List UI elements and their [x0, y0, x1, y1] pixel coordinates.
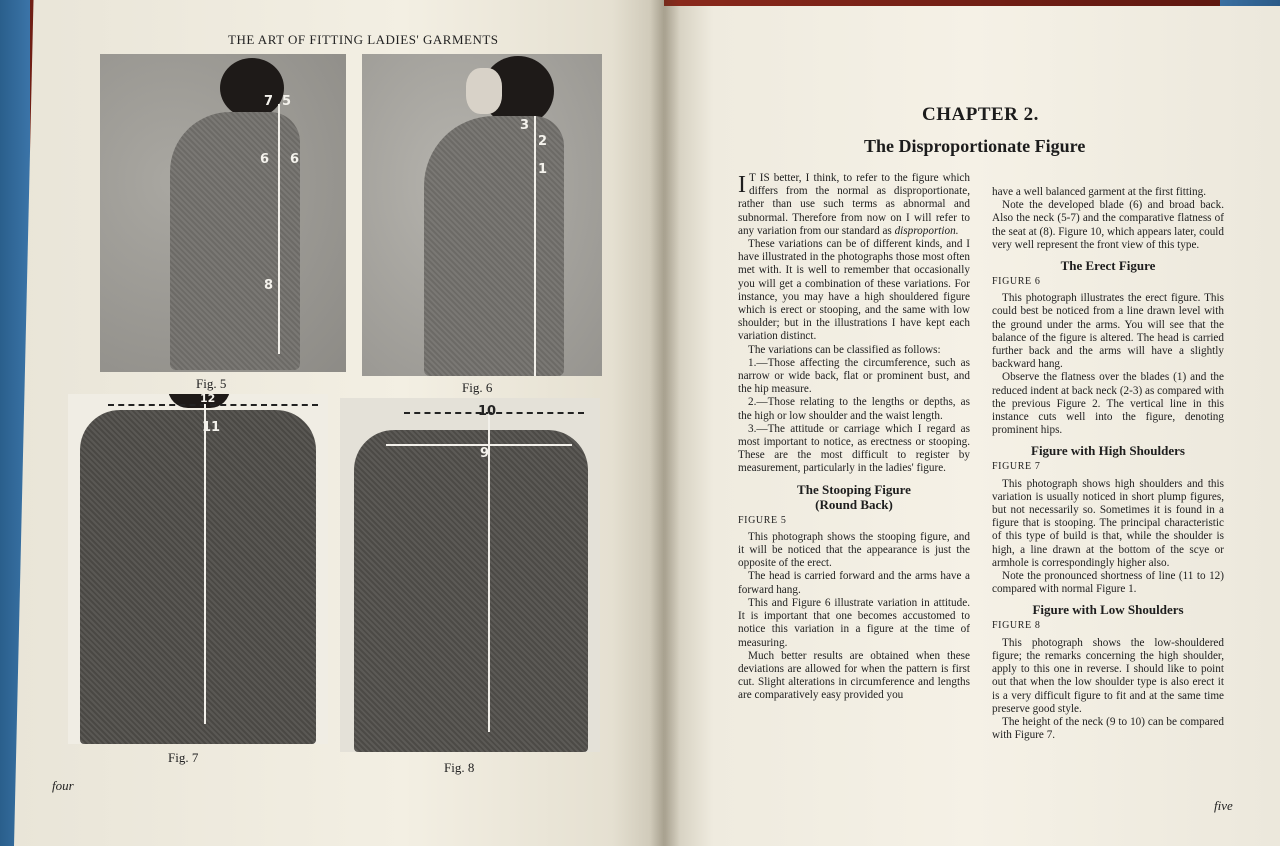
mark-2: 2	[538, 134, 548, 149]
left-folio: four	[52, 778, 74, 793]
mark-5: 5	[282, 94, 292, 109]
mark-12: 12	[200, 394, 216, 405]
paragraph: 2.—Those relating to the lengths or depths, as the high or low shoulder and the waist length.	[738, 396, 970, 422]
paragraph: This photograph illustrates the erect figure. This could best be noticed from a line drawn level with the ground under the arms. You will see that the balance of the figure is altered. The head is carried further back and the arms will have a slightly backward hang.	[992, 292, 1224, 371]
mark-6a: 6	[260, 152, 270, 167]
chapter-heading: CHAPTER 2.	[922, 104, 1039, 125]
section-heading: The Erect Figure	[1060, 258, 1156, 274]
figure-7-photo	[68, 394, 328, 744]
jacket	[354, 430, 588, 752]
mark-3: 3	[520, 118, 530, 133]
paragraph: This photograph shows the stooping figure, and it will be noticed that the appearance is just the opposite of the erect.	[738, 530, 970, 570]
figure-label: FIGURE 6	[992, 276, 1041, 288]
mark-8: 8	[264, 278, 274, 293]
right-folio: five	[1214, 798, 1233, 813]
figure-label: FIGURE 7	[992, 461, 1041, 473]
figure-8-caption: Fig. 8	[444, 760, 475, 775]
dropcap: I	[738, 172, 746, 198]
mark-9: 9	[480, 446, 490, 461]
paragraph: The height of the neck (9 to 10) can be compared with Figure 7.	[992, 715, 1224, 742]
figure-5-photo	[100, 54, 346, 372]
intro-text: T IS better, I think, to refer to the figure which differs from the normal as disproportionate, rather than use such terms as abnormal and subnormal. Therefore from now on I will refer to any variation from our standard as	[738, 172, 970, 237]
paragraph: This photograph shows the low-shouldered figure; the remarks concerning the high shoulder, apply to this one in reverse. I should like to point out that when the low shoulder type is also erect it is a very difficult figure to fit and at the same time preserve good style.	[992, 636, 1224, 715]
section-heading: Figure with High Shoulders	[1031, 443, 1185, 459]
paragraph: This photograph shows high shoulders and this variation is usually noticed in short plump figures, but not necessarily so. Sometimes it is found in a figure that is stooping. The principal characteristic of this type of build is that, while the shoulder is high, a line drawn at the bottom of the scye or armhole is correspondingly higher also.	[992, 477, 1224, 569]
text-column-1	[738, 172, 970, 703]
mark-6b: 6	[290, 152, 300, 167]
text-column-2	[992, 186, 1224, 742]
paragraph: Note the pronounced shortness of line (11 to 12) compared with normal Figure 1.	[992, 570, 1224, 596]
figure-8-photo	[340, 398, 600, 752]
paragraph: The variations can be classified as follows:	[748, 343, 941, 356]
paragraph: Much better results are obtained when these deviations are allowed for when the pattern is first cut. Slight alterations in circumference and lengths are comparatively easy provided you	[738, 649, 970, 702]
jacket	[424, 116, 564, 376]
shoulder-line	[386, 444, 572, 446]
section-heading: Figure with Low Shoulders	[1032, 602, 1184, 618]
measure-line	[204, 404, 206, 724]
intro-italic: disproportion.	[894, 224, 959, 237]
section-heading: The Stooping Figure	[797, 481, 911, 497]
paragraph: Observe the flatness over the blades (1) and the reduced indent at back neck (2-3) as compared with the previous Figure 2. The vertical line in this instance cuts well into the figure, denoting prominent hips.	[992, 371, 1224, 437]
measure-line	[534, 116, 536, 376]
face	[466, 68, 502, 114]
chapter-title: The Disproportionate Figure	[864, 136, 1086, 156]
mark-11: 11	[202, 420, 221, 435]
hair	[220, 58, 284, 118]
paragraph: This and Figure 6 illustrate variation in attitude. It is important that one becomes accustomed to notice this variation in a figure at the time of measuring.	[738, 596, 970, 649]
paragraph: These variations can be of different kinds, and I have illustrated in the photographs those most often met with. It is well to remember that occasionally you will get a combination of these variations. For instance, you may have a high shouldered figure which is erect or stooping, and the same with low shoulder; but in the illustrations I have kept each variation distinct.	[738, 238, 970, 343]
jacket	[170, 112, 300, 370]
paragraph: 3.—The attitude or carriage which I regard as most important to notice, as erectness or stooping. These are the most difficult to register by measurement, particularly in the ladies' figure.	[738, 422, 970, 475]
running-head: THE ART OF FITTING LADIES' GARMENTS	[228, 32, 499, 47]
paragraph: have a well balanced garment at the first fitting.	[992, 186, 1207, 198]
paragraph: The head is carried forward and the arms have a forward hang.	[738, 570, 970, 596]
figure-5-caption: Fig. 5	[196, 376, 227, 391]
figure-7-caption: Fig. 7	[168, 750, 199, 765]
paragraph: 1.—Those affecting the circumference, such as narrow or wide back, flat or prominent bust, and the hip measure.	[738, 356, 970, 396]
open-book	[14, 0, 1280, 846]
mark-1: 1	[538, 162, 548, 177]
figure-6-caption: Fig. 6	[462, 380, 493, 395]
figure-label: FIGURE 5	[738, 514, 787, 526]
jacket	[80, 410, 316, 744]
paragraph: Note the developed blade (6) and broad back. Also the neck (5-7) and the comparative flatness of the seat at (8). Figure 10, which appears later, could very well represent the front view of this type.	[992, 199, 1224, 251]
book-gutter	[650, 0, 680, 846]
measure-line	[278, 104, 280, 354]
section-subheading: (Round Back)	[815, 496, 893, 512]
mark-7: 7	[264, 94, 274, 109]
mark-10: 10	[478, 404, 497, 419]
figure-label: FIGURE 8	[992, 620, 1041, 632]
figure-6-photo	[362, 54, 602, 376]
